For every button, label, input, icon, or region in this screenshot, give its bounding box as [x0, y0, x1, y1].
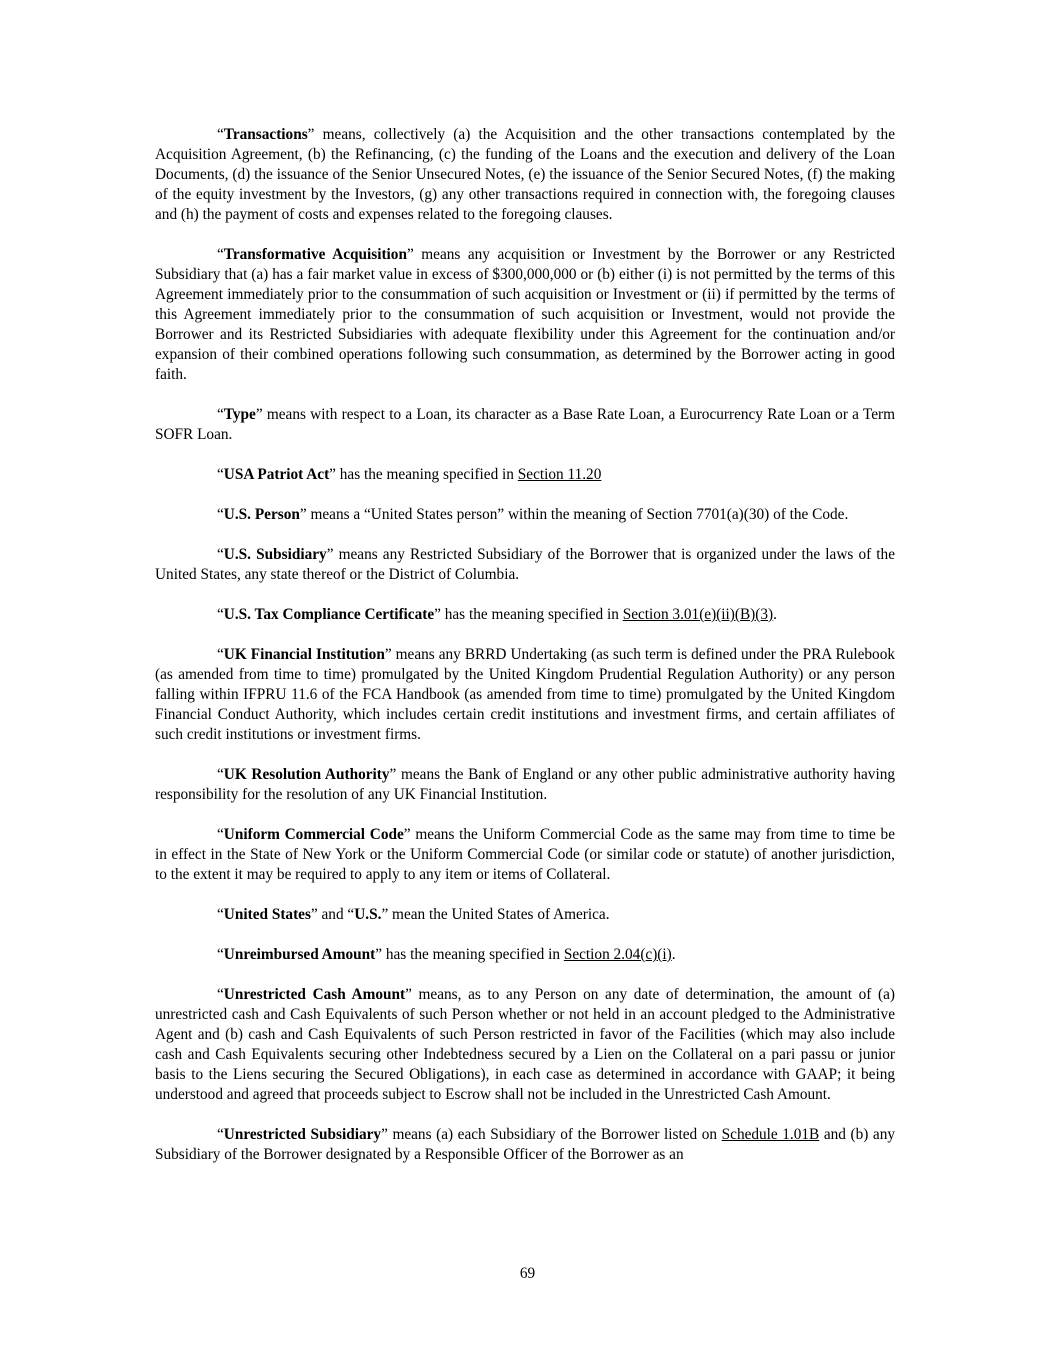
defined-term: UK Financial Institution [223, 646, 385, 663]
defined-term: Type [223, 406, 256, 423]
definition-us-tax-compliance-certificate: “U.S. Tax Compliance Certificate” has the meaning specified in Section 3.01(e)(ii)(B)(3). [217, 606, 777, 623]
definition-text: ” means any Restricted Subsidiary of the Borrower that is organized under the laws of the United States, any state thereof or the District of Columbia. [155, 546, 895, 583]
definition-unrestricted-cash-amount: “Unrestricted Cash Amount” means, as to any Person on any date of determination, the amount of (a) unrestricted cash and Cash Equivalents of such Person whether or not held in an account pledged to the Administrative Agent and (b) cash and Cash Equivalents of such Person restricted in favor of the Facilities (which may also include cash and Cash Equivalents securing other Indebtedness secured by a Lien on the Collateral on a pari passu or junior basis to the Liens securing the Secured Obligations), in each case as determined in accordance with GAAP; it being understood and agreed that proceeds subject to Escrow shall not be included in the Unrestricted Cash Amount. [155, 986, 895, 1103]
definition-text: ” has the meaning specified in [434, 606, 623, 623]
definition-type: “Type” means with respect to a Loan, its character as a Base Rate Loan, a Eurocurrency Rate Loan or a Term SOFR Loan. [155, 406, 895, 443]
definition-us-person: “U.S. Person” means a “United States person” within the meaning of Section 7701(a)(30) of the Code. [217, 506, 849, 523]
definition-transformative-acquisition: “Transformative Acquisition” means any acquisition or Investment by the Borrower or any Restricted Subsidiary that (a) has a fair market value in excess of $300,000,000 or (b) either (i) is not permitted by the terms of this Agreement immediately prior to the consummation of such acquisition or Investment or (ii) if permitted by the terms of this Agreement immediately prior to the consummation of such acquisition or Investment, would not provide the Borrower and its Restricted Subsidiaries with adequate flexibility under this Agreement for the continuation and/or expansion of their combined operations following such consummation, as determined by the Borrower acting in good faith. [155, 246, 895, 383]
definition-unrestricted-subsidiary: “Unrestricted Subsidiary” means (a) each Subsidiary of the Borrower listed on Schedule 1.01B and (b) any Subsidiary of the Borrower designated by a Responsible Officer of the Borrower as an [155, 1126, 896, 1163]
definition-transactions: “Transactions” means, collectively (a) the Acquisition and the other transactions contemplated by the Acquisition Agreement, (b) the Refinancing, (c) the funding of the Loans and the execution and delivery of the Loan Documents, (d) the issuance of the Senior Unsecured Notes, (e) the issuance of the Senior Secured Notes, (f) the making of the equity investment by the Investors, (g) any other transactions required in connection with, the foregoing clauses and (h) the payment of costs and expenses related to the foregoing clauses. [155, 126, 895, 223]
defined-term: Uniform Commercial Code [223, 826, 404, 843]
definition-united-states: “United States” and “U.S.” mean the United States of America. [217, 906, 610, 923]
definition-text: ” means the Uniform Commercial Code as the same may from time to time be in effect in the State of New York or the Uniform Commercial Code (or similar code or statute) of another jurisdiction, to the extent it may be required to apply to any item or items of Collateral. [155, 826, 895, 883]
definition-uniform-commercial-code: “Uniform Commercial Code” means the Uniform Commercial Code as the same may from time to time be in effect in the State of New York or the Uniform Commercial Code (or similar code or statute) of another jurisdiction, to the extent it may be required to apply to any item or items of Collateral. [155, 826, 895, 883]
definition-unreimbursed-amount: “Unreimbursed Amount” has the meaning specified in Section 2.04(c)(i). [217, 946, 676, 963]
defined-term: U.S. [354, 906, 382, 923]
definition-us-subsidiary: “U.S. Subsidiary” means any Restricted Subsidiary of the Borrower that is organized under the laws of the United States, any state thereof or the District of Columbia. [155, 546, 895, 583]
definition-uk-resolution-authority: “UK Resolution Authority” means the Bank of England or any other public administrative authority having responsibility for the resolution of any UK Financial Institution. [155, 766, 896, 803]
definition-text: ” means, as to any Person on any date of determination, the amount of (a) unrestricted cash and Cash Equivalents of such Person whether or not held in an account pledged to the Administrative Agent and (b) cash and Cash Equivalents of such Person restricted in favor of the Facilities (which may also include cash and Cash Equivalents securing other Indebtedness secured by a Lien on the Collateral on a pari passu or junior basis to the Liens securing the Secured Obligations), in each case as determined in accordance with GAAP; it being understood and agreed that proceeds subject to Escrow shall not be included in the Unrestricted Cash Amount. [155, 986, 895, 1103]
definition-text: ” means with respect to a Loan, its character as a Base Rate Loan, a Eurocurrency Rate Loan or a Term SOFR Loan. [155, 406, 895, 443]
definition-usa-patriot-act: “USA Patriot Act” has the meaning specified in Section 11.20 [217, 466, 602, 483]
schedule-reference-link[interactable]: Schedule 1.01B [721, 1126, 820, 1143]
section-reference-link[interactable]: Section 2.04(c)(i) [563, 946, 672, 963]
defined-term: UK Resolution Authority [223, 766, 390, 783]
document-page [155, 125, 895, 1185]
definition-text: ” has the meaning specified in [329, 466, 518, 483]
definition-text: ” means (a) each Subsidiary of the Borrower listed on [381, 1126, 722, 1143]
section-reference-link[interactable]: Section 11.20 [517, 466, 602, 483]
defined-term: Transactions [223, 126, 308, 143]
defined-term: U.S. Subsidiary [223, 546, 327, 563]
definition-text: ” means, collectively (a) the Acquisition and the other transactions contemplated by the Acquisition Agreement, (b) the Refinancing, (c) the funding of the Loans and the execution and delivery of the Loan Documents, (d) the issuance of the Senior Unsecured Notes, (e) the issuance of the Senior Secured Notes, (f) the making of the equity investment by the Investors, (g) any other transactions required in connection with, the foregoing clauses and (h) the payment of costs and expenses related to the foregoing clauses. [155, 126, 895, 223]
defined-term: USA Patriot Act [223, 466, 330, 483]
defined-term: U.S. Tax Compliance Certificate [223, 606, 435, 623]
definition-text: ” means any BRRD Undertaking (as such term is defined under the PRA Rulebook (as amended from time to time) promulgated by the United Kingdom Prudential Regulation Authority) or any person falling within IFPRU 11.6 of the FCA Handbook (as amended from time to time) promulgated by the United Kingdom Financial Conduct Authority, which includes certain credit institutions and investment firms, and certain affiliates of such credit institutions or investment firms. [155, 646, 895, 743]
definition-uk-financial-institution: “UK Financial Institution” means any BRRD Undertaking (as such term is defined under the PRA Rulebook (as amended from time to time) promulgated by the United Kingdom Prudential Regulation Authority) or any person falling within IFPRU 11.6 of the FCA Handbook (as amended from time to time) promulgated by the United Kingdom Financial Conduct Authority, which includes certain credit institutions and investment firms, and certain affiliates of such credit institutions or investment firms. [155, 646, 895, 743]
defined-term: Unrestricted Subsidiary [223, 1126, 382, 1143]
definition-text: ” means any acquisition or Investment by the Borrower or any Restricted Subsidiary that (a) has a fair market value in excess of $300,000,000 or (b) either (i) is not permitted by the terms of this Agreement immediately prior to the consummation of such acquisition or Investment or (ii) if permitted by the terms of this Agreement immediately prior to the consummation of such acquisition or Investment, would not provide the Borrower and its Restricted Subsidiaries with adequate flexibility under this Agreement for the continuation and/or expansion of their combined operations following such consummation, as determined by the Borrower acting in good faith. [155, 246, 895, 383]
definition-text: ” has the meaning specified in [375, 946, 564, 963]
page-number: 69 [519, 1265, 536, 1282]
defined-term: Unrestricted Cash Amount [223, 986, 406, 1003]
definition-text: ” means the Bank of England or any other public administrative authority having responsibility for the resolution of any UK Financial Institution. [155, 766, 896, 803]
defined-term: Unreimbursed Amount [223, 946, 376, 963]
definition-text: ” mean the United States of America. [381, 906, 610, 923]
defined-term: United States [223, 906, 311, 923]
definition-text: ” means a “United States person” within the meaning of Section 7701(a)(30) of the Code. [299, 506, 849, 523]
defined-term: Transformative Acquisition [223, 246, 407, 263]
section-reference-link[interactable]: Section 3.01(e)(ii)(B)(3) [622, 606, 774, 623]
defined-term: U.S. Person [223, 506, 300, 523]
